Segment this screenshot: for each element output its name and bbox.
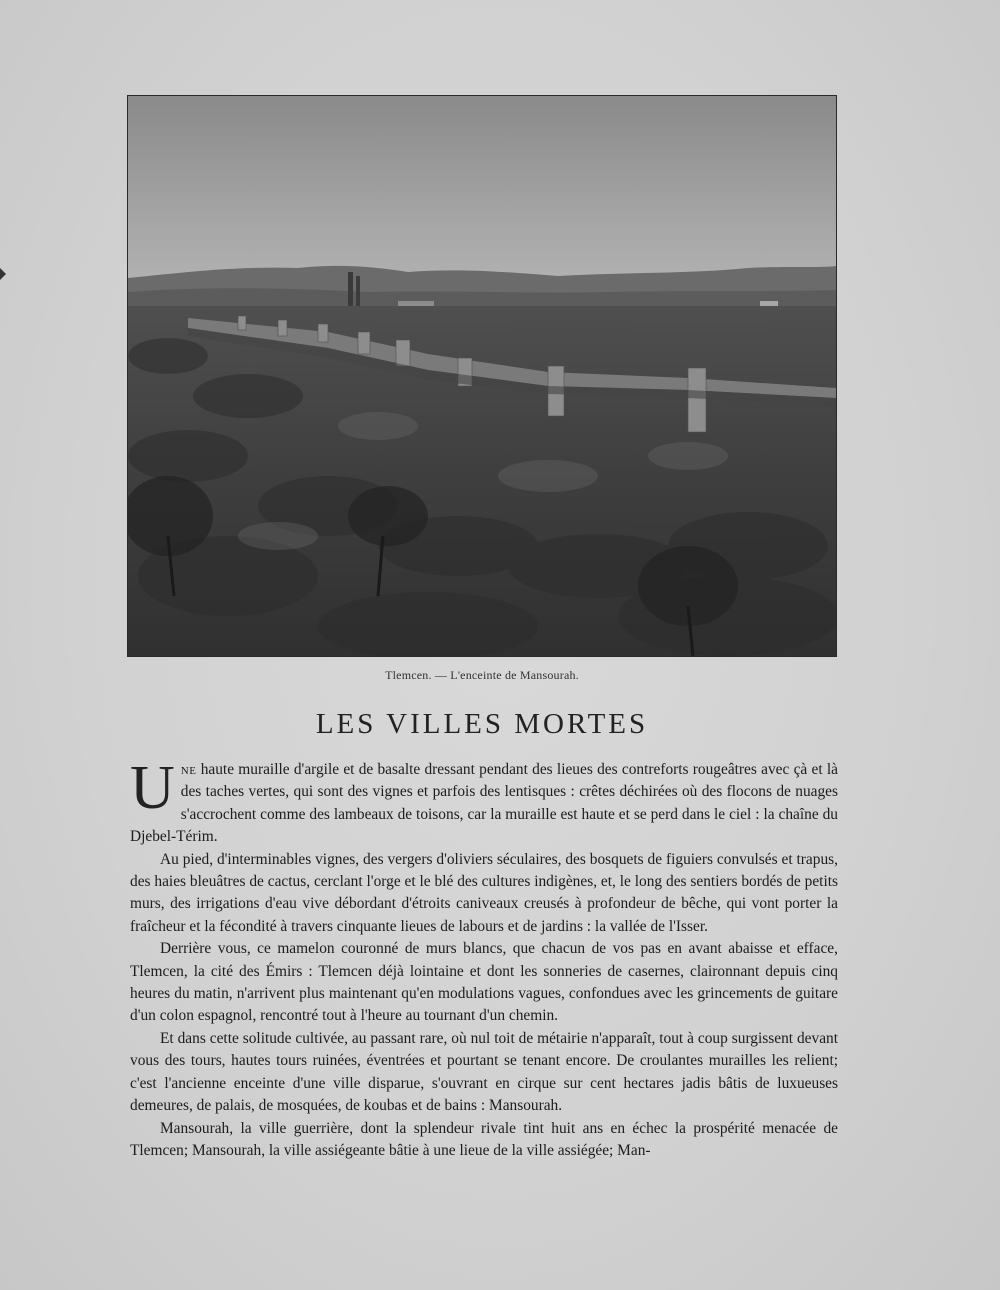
photo-caption: Tlemcen. — L'enceinte de Mansourah. [385,668,579,682]
page-edge-marker [0,268,6,280]
paragraph-1 [130,754,838,849]
article-title: LES VILLES MORTES [315,708,649,740]
article-body [130,754,838,1162]
paragraph-1-text: haute muraille d'argile et de basalte dressant pendant des lieues des contreforts rougeâtres avec çà et là des taches vertes, qui sont des vignes et parfois des lentisques : crêtes déchirées où des flocons de nuages s'accrochent comme des lambeaux de toisons, car la muraille est haute et se perd dans le ciel : la chaîne du Djebel-Térim. [130,761,838,846]
lead-smallcaps: ne [180,761,197,778]
drop-cap: U [130,754,175,822]
paragraph-3: Derrière vous, ce mamelon couronné de murs blancs, que chacun de vos pas en avant abaisse et efface, Tlemcen, la cité des Émirs : Tlemcen déjà lointaine et dont les sonneries de casernes, claironnant depuis cinq heures du matin, n'arrivent plus maintenant qu'en modulations vagues, confondues avec les grincements de guitare d'un colon espagnol, rencontré tout à l'heure au tournant d'un chemin. [130,940,838,1025]
paragraph-4: Et dans cette solitude cultivée, au passant rare, où nul toit de métairie n'apparaît, tout à coup surgissent devant vous des tours, hautes tours ruinées, éventrées et pourtant se tenant encore. De croulantes murailles les relient; c'est l'ancienne enceinte d'une ville disparue, s'ouvrant en cirque sur cent hectares jadis bâtis de luxueuses demeures, de palais, de mosquées, de koubas et de bains : Mansourah. [130,1029,838,1115]
photograph-mansourah-walls [127,95,837,657]
paragraph-5: Mansourah, la ville guerrière, dont la splendeur rivale tint huit ans en échec la prospérité menacée de Tlemcen; Mansourah, la ville assiégeante bâtie à une lieue de la ville assiégée; Man- [130,1119,838,1159]
paragraph-2: Au pied, d'interminables vignes, des vergers d'oliviers séculaires, des bosquets de figuiers convulsés et trapus, des haies bleuâtres de cactus, cerclant l'orge et le blé des cultures indigènes, et, le long des sentiers bordés de petits murs, des irrigations d'eau vive débordant d'étroits caniveaux creusés à profondeur de bêche, qui vont porter la fraîcheur et la fécondité à travers cinquante lieues de labours et de jardins : la vallée de l'Isser. [130,850,838,935]
